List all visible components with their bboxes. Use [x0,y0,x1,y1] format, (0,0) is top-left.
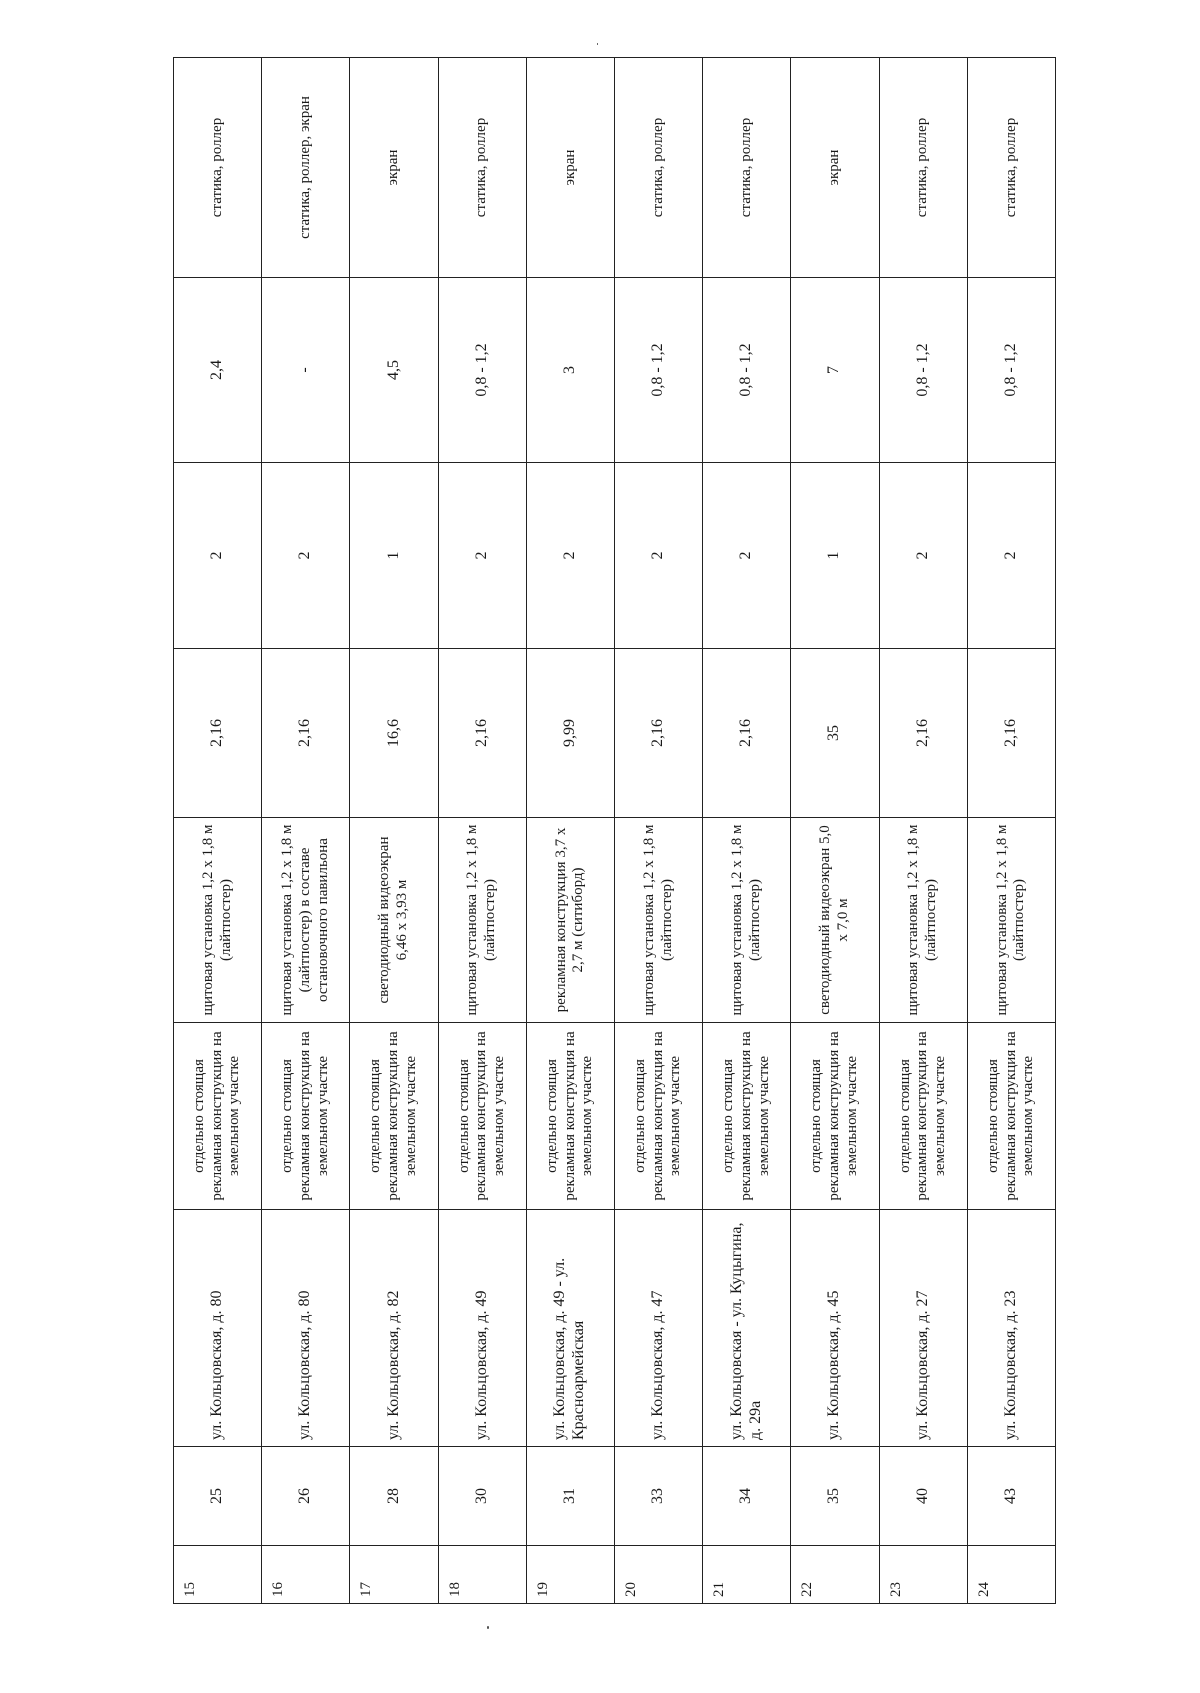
cell-address: ул. Кольцовская, д. 27 [879,1210,967,1447]
cell-area: 2,16 [438,649,526,818]
cell-height: 2,4 [174,278,262,463]
cell-id: 25 [174,1447,262,1546]
table-body [174,58,1056,1604]
cell-type: отдельно стоящая рекламная конструкция на земельном участке [614,1023,702,1210]
cell-no: 21 [703,1546,791,1604]
cell-info: статика, роллер [703,58,791,278]
cell-address: ул. Кольцовская, д. 47 [614,1210,702,1447]
cell-format: щитовая установка 1,2 х 1,8 м (лайтпостер) в составе остановочного павильона [262,818,350,1023]
cell-format: светодиодный видеоэкран 5,0 х 7,0 м [791,818,879,1023]
cell-no: 16 [262,1546,350,1604]
cell-address: ул. Кольцовская, д. 45 [791,1210,879,1447]
cell-area: 16,6 [350,649,438,818]
cell-address: ул. Кольцовская, д. 23 [967,1210,1055,1447]
cell-height: 3 [526,278,614,463]
cell-id: 33 [614,1447,702,1546]
cell-address: ул. Кольцовская, д. 80 [262,1210,350,1447]
cell-area: 2,16 [174,649,262,818]
cell-sides: 2 [703,463,791,649]
cell-format: щитовая установка 1,2 х 1,8 м (лайтпостер) [967,818,1055,1023]
cell-sides: 2 [879,463,967,649]
cell-height: - [262,278,350,463]
cell-id: 31 [526,1447,614,1546]
cell-id: 40 [879,1447,967,1546]
cell-no: 24 [967,1546,1055,1604]
table-row [438,58,526,1604]
table-row [791,58,879,1604]
cell-format: щитовая установка 1,2 х 1,8 м (лайтпостер) [438,818,526,1023]
cell-sides: 2 [526,463,614,649]
cell-info: экран [791,58,879,278]
cell-id: 43 [967,1447,1055,1546]
cell-sides: 1 [350,463,438,649]
cell-height: 4,5 [350,278,438,463]
cell-sides: 2 [262,463,350,649]
table-row [614,58,702,1604]
cell-type: отдельно стоящая рекламная конструкция на земельном участке [967,1023,1055,1210]
cell-sides: 2 [614,463,702,649]
scan-speck [487,1626,489,1629]
scan-speck [597,43,598,45]
advertising-structures-table [173,57,1056,1604]
cell-type: отдельно стоящая рекламная конструкция на земельном участке [438,1023,526,1210]
table-row [262,58,350,1604]
cell-address: ул. Кольцовская, д. 80 [174,1210,262,1447]
cell-no: 15 [174,1546,262,1604]
cell-type: отдельно стоящая рекламная конструкция на земельном участке [350,1023,438,1210]
cell-type: отдельно стоящая рекламная конструкция на земельном участке [174,1023,262,1210]
cell-no: 17 [350,1546,438,1604]
cell-sides: 2 [438,463,526,649]
table-row [703,58,791,1604]
table-row [350,58,438,1604]
cell-type: отдельно стоящая рекламная конструкция на земельном участке [262,1023,350,1210]
cell-info: статика, роллер [614,58,702,278]
cell-sides: 1 [791,463,879,649]
cell-format: щитовая установка 1,2 х 1,8 м (лайтпостер) [879,818,967,1023]
cell-type: отдельно стоящая рекламная конструкция на земельном участке [526,1023,614,1210]
cell-area: 2,16 [967,649,1055,818]
cell-id: 34 [703,1447,791,1546]
cell-id: 35 [791,1447,879,1546]
cell-format: рекламная конструкция 3,7 х 2,7 м (ситиборд) [526,818,614,1023]
cell-type: отдельно стоящая рекламная конструкция на земельном участке [703,1023,791,1210]
cell-info: статика, роллер [438,58,526,278]
cell-height: 0,8 - 1,2 [703,278,791,463]
cell-info: статика, роллер [967,58,1055,278]
cell-no: 19 [526,1546,614,1604]
cell-address: ул. Кольцовская, д. 49 [438,1210,526,1447]
cell-id: 26 [262,1447,350,1546]
cell-format: щитовая установка 1,2 х 1,8 м (лайтпостер) [614,818,702,1023]
table-row [174,58,262,1604]
cell-sides: 2 [967,463,1055,649]
cell-type: отдельно стоящая рекламная конструкция на земельном участке [879,1023,967,1210]
cell-no: 22 [791,1546,879,1604]
table-row [526,58,614,1604]
cell-no: 23 [879,1546,967,1604]
rotated-table-wrapper [173,58,1056,1604]
cell-sides: 2 [174,463,262,649]
cell-format: светодиодный видеоэкран 6,46 х 3,93 м [350,818,438,1023]
cell-address: ул. Кольцовская - ул. Куцыгина, д. 29а [703,1210,791,1447]
cell-no: 20 [614,1546,702,1604]
cell-info: статика, роллер, экран [262,58,350,278]
cell-area: 35 [791,649,879,818]
cell-height: 0,8 - 1,2 [438,278,526,463]
cell-address: ул. Кольцовская, д. 82 [350,1210,438,1447]
table-row [879,58,967,1604]
cell-info: экран [350,58,438,278]
cell-id: 28 [350,1447,438,1546]
cell-area: 2,16 [879,649,967,818]
cell-format: щитовая установка 1,2 х 1,8 м (лайтпостер) [174,818,262,1023]
cell-area: 2,16 [614,649,702,818]
cell-address: ул. Кольцовская, д. 49 - ул. Красноармейская [526,1210,614,1447]
cell-height: 0,8 - 1,2 [614,278,702,463]
cell-no: 18 [438,1546,526,1604]
cell-area: 9,99 [526,649,614,818]
cell-info: статика, роллер [174,58,262,278]
cell-info: статика, роллер [879,58,967,278]
cell-format: щитовая установка 1,2 х 1,8 м (лайтпостер) [703,818,791,1023]
cell-id: 30 [438,1447,526,1546]
cell-area: 2,16 [262,649,350,818]
cell-info: экран [526,58,614,278]
cell-height: 0,8 - 1,2 [967,278,1055,463]
table-row [967,58,1055,1604]
cell-area: 2,16 [703,649,791,818]
cell-height: 7 [791,278,879,463]
cell-type: отдельно стоящая рекламная конструкция на земельном участке [791,1023,879,1210]
cell-height: 0,8 - 1,2 [879,278,967,463]
